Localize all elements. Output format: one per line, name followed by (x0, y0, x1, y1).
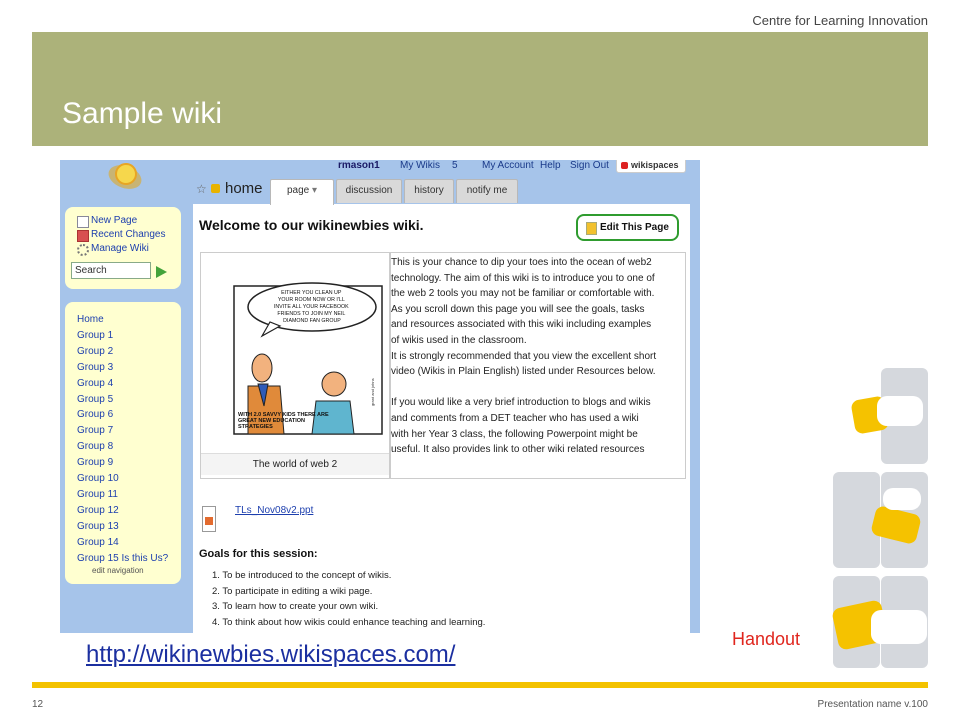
gold-bar (32, 682, 928, 688)
intro-line: If you would like a very brief introduction to blogs and wikis (391, 397, 651, 409)
tab-discussion[interactable]: discussion (336, 179, 402, 203)
intro-line: useful. It also provides link to other wiki related resources (391, 444, 645, 456)
speech-line-3: INVITE ALL YOUR FACEBOOK (273, 304, 349, 310)
page-icon (77, 216, 89, 228)
wiki-topbar (60, 160, 700, 180)
sidebar-nav-item[interactable]: Home (77, 314, 104, 325)
goal-item: 2. To participate in editing a wiki page. (212, 585, 373, 597)
cartoon-caption-3: STRATEGIES (238, 424, 273, 430)
sidebar-nav-item[interactable]: Group 14 (77, 536, 119, 548)
goals-title: Goals for this session: (199, 548, 318, 560)
goal-item: 4. To think about how wikis could enhance teaching and learning. (212, 616, 486, 628)
cartoon-caption-1: WITH 2.0 SAVVY KIDS THERE ARE (238, 412, 329, 418)
slide-title: Sample wiki (62, 97, 223, 130)
search-go-icon[interactable] (156, 266, 167, 278)
sign-out-link[interactable]: Sign Out (570, 160, 609, 171)
lock-icon (211, 184, 220, 193)
goal-item: 1. To be introduced to the concept of wikis. (212, 570, 392, 581)
intro-line: As you scroll down this page you will see the goals, tasks (391, 303, 645, 315)
speech-line-5: DIAMOND FAN GROUP (283, 318, 341, 324)
intro-line: and resources associated with this wiki including examples (391, 319, 652, 331)
cartoon-caption-2: GREAT NEW EDUCATION (238, 418, 306, 424)
goal-item: 3. To learn how to create your own wiki. (212, 601, 379, 612)
ppt-file-link[interactable]: TLs_Nov08v2.ppt (235, 505, 314, 516)
speech-line-4: FRIENDS TO JOIN MY NEIL (277, 311, 346, 317)
sidebar-navigation (65, 302, 181, 584)
sidebar-nav-item[interactable]: Group 5 (77, 393, 114, 405)
cartoon-image (204, 256, 387, 452)
sidebar-nav-item[interactable]: Group 10 (77, 473, 119, 484)
intro-line: of wikis used in the classroom. (391, 335, 527, 346)
intro-line: with her Year 3 class, the following Powerpoint might be (391, 428, 638, 440)
wiki-screenshot (60, 160, 700, 633)
recent-changes-link[interactable]: Recent Changes (91, 229, 166, 240)
page-name: home (225, 180, 263, 197)
tab-notify-me[interactable]: notify me (456, 179, 518, 203)
intro-line: video (Wikis in Plain English) listed under Resources below. (391, 366, 656, 378)
tab-history[interactable]: history (404, 179, 454, 203)
manage-wiki-link[interactable]: Manage Wiki (91, 243, 149, 254)
edit-page-button[interactable]: Edit This Page (576, 214, 679, 241)
presentation-name: Presentation name v.100 (817, 699, 928, 710)
intro-line: the web 2 tools you may not be familiar or comfortable with. (391, 288, 655, 300)
wiki-heading: Welcome to our wikinewbies wiki. (199, 217, 424, 233)
intro-line: This is your chance to dip your toes into the ocean of web2 (391, 257, 652, 268)
decorative-hands-graphic (833, 368, 928, 668)
star-icon[interactable]: ☆ (196, 182, 207, 196)
wikispaces-logo (106, 160, 144, 190)
cartoon-signature: grant and johns (370, 378, 375, 406)
page-number: 12 (32, 699, 44, 710)
title-banner (32, 32, 928, 146)
intro-line: technology. The aim of this wiki is to introduce you to one of (391, 272, 655, 284)
sidebar-nav-item[interactable]: Group 9 (77, 457, 114, 469)
org-name: Centre for Learning Innovation (752, 13, 928, 28)
sidebar-tools (65, 207, 181, 289)
new-page-link[interactable]: New Page (91, 215, 138, 226)
sidebar-nav-item[interactable]: Group 1 (77, 329, 114, 341)
svg-text:EITHER YOU CLEAN UP YO (274, 290, 350, 324)
my-wikis-link[interactable]: My Wikis (400, 160, 440, 171)
sidebar-nav-item[interactable]: Group 11 (77, 488, 118, 500)
cartoon-cell (200, 252, 390, 479)
gear-icon (77, 244, 89, 256)
speech-line-2: YOUR ROOM NOW OR I'LL (277, 297, 345, 303)
handout-label: Handout (732, 629, 801, 649)
intro-line: and comments from a DET teacher who has used a wiki (391, 413, 639, 424)
calendar-icon (77, 230, 89, 242)
sidebar-nav-item[interactable]: Group 4 (77, 377, 114, 389)
wiki-count: 5 (452, 160, 458, 171)
tab-page[interactable] (270, 179, 334, 205)
sidebar-nav-item[interactable]: Group 3 (77, 361, 114, 373)
sidebar-nav-item[interactable]: Group 8 (77, 441, 114, 453)
username[interactable]: rmason1 (338, 160, 380, 171)
search-input[interactable]: Search (71, 262, 151, 279)
sidebar-nav-item[interactable]: Group 6 (77, 409, 114, 421)
cartoon-caption: The world of web 2 (201, 453, 389, 475)
sidebar-nav-item[interactable]: Group 7 (77, 425, 114, 437)
my-account-link[interactable]: My Account (482, 160, 534, 171)
sidebar-nav-item[interactable]: Group 13 (77, 520, 119, 532)
sidebar-nav-item[interactable]: Group 2 (77, 345, 114, 357)
sidebar-nav-item[interactable]: Group 12 (77, 504, 119, 516)
edit-navigation-link[interactable]: edit navigation (92, 566, 144, 575)
wikispaces-badge[interactable]: wikispaces (616, 160, 686, 173)
wiki-url-link[interactable]: http://wikinewbies.wikispaces.com/ (86, 641, 456, 668)
intro-line: It is strongly recommended that you view the excellent short (391, 350, 657, 362)
sidebar-nav-item[interactable]: Group 15 Is this Us? (77, 552, 169, 564)
speech-line-1: EITHER YOU CLEAN UP (281, 290, 342, 296)
help-link[interactable]: Help (540, 160, 561, 171)
chevron-down-icon: ▾ (312, 185, 318, 196)
tab-page-label: page (286, 185, 310, 196)
ppt-file-icon[interactable] (202, 506, 216, 532)
